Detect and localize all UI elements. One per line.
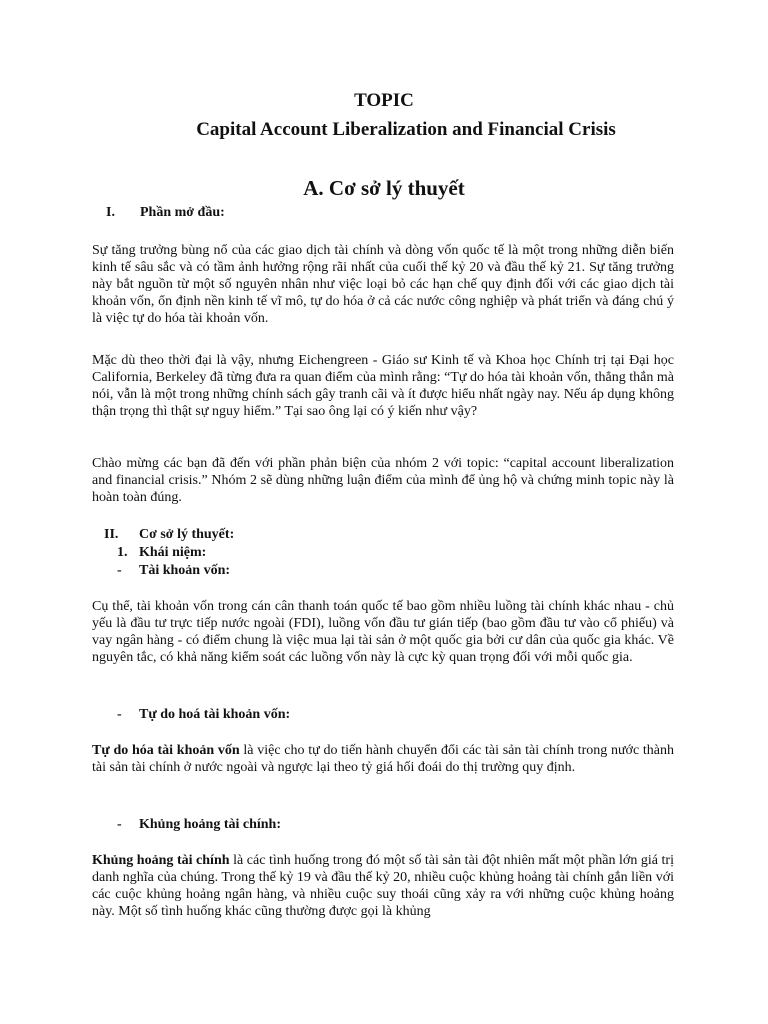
financial-crisis-heading (117, 816, 281, 833)
section-1-heading (106, 204, 225, 221)
concept-number: 1. (117, 545, 128, 560)
topic-label: TOPIC (354, 90, 414, 111)
intro-paragraph-3: Chào mừng các bạn đã đến với phần phản biện của nhóm 2 với topic: “capital account liberalization and financial crisis.” Nhóm 2 sẽ dùng những luận điểm của mình để ủng hộ và chứng minh topic này là hoàn toàn đúng. (92, 456, 674, 505)
bullet-dash: - (117, 817, 122, 832)
capital-account-title: Tài khoản vốn: (139, 563, 231, 578)
capital-account-heading (117, 562, 230, 579)
intro-paragraph-1: Sự tăng trưởng bùng nổ của các giao dịch tài chính và dòng vốn quốc tế là một trong những diễn biến kinh tế sâu sắc và có tầm ảnh hưởng rộng rãi nhất của cuối thế kỷ 20 và đầu thế kỷ 21. Sự tăng trưởng này bắt nguồn từ một số nguyên nhân như việc loại bỏ các hạn chế quy định đối với các giao dịch tài khoản vốn, ổn định nền kinh tế vĩ mô, tự do hóa ở cả các nước công nghiệp và phát triển và đáng chú ý là việc tự do hóa tài khoản vốn. (92, 243, 674, 326)
financial-crisis-definition: là các tình huống trong đó một số tài sản tài đột nhiên mất một phần lớn giá trị danh nghĩa của chúng. Trong thế kỷ 19 và đầu thế kỷ 20, nhiều cuộc khủng hoảng tài chính gắn liền với các cuộc khủng hoảng ngân hàng, và nhiều cuộc suy thoái cũng xảy ra với những cuộc khủng hoảng này. Một số tình huống khác cũng thường được gọi là khủng (92, 853, 674, 919)
intro-paragraph-2: Mặc dù theo thời đại là vậy, nhưng Eichengreen - Giáo sư Kinh tế và Khoa học Chính trị tại Đại học California, Berkeley đã từng đưa ra quan điểm của mình rằng: “Tự do hóa tài khoản vốn, thẳng thắn mà nói, vẫn là một trong những chính sách gây tranh cãi và ít được hiểu nhất ngày nay. Nếu áp dụng không thận trọng thì thật sự nguy hiểm.” Tại sao ông lại có ý kiến như vậy? (92, 353, 674, 419)
section-2-number: II. (104, 527, 119, 542)
financial-crisis-title: Khủng hoảng tài chính: (139, 817, 281, 832)
section-a-heading: A. Cơ sở lý thuyết (303, 176, 465, 200)
section-2-heading (104, 526, 234, 543)
section-1-number: I. (106, 205, 115, 220)
bullet-dash: - (117, 707, 122, 722)
section-2-title: Cơ sở lý thuyết: (139, 527, 235, 542)
liberalization-definition: là việc cho tự do tiến hành chuyển đổi các tài sản tài chính trong nước thành tài sản tài chính ở nước ngoài và ngược lại theo tỷ giá hối đoái do thị trường quy định. (92, 743, 674, 775)
liberalization-heading (117, 706, 290, 723)
financial-crisis-term: Khủng hoảng tài chính (92, 853, 230, 868)
concept-heading (117, 544, 206, 561)
concept-title: Khái niệm: (139, 545, 207, 560)
bullet-dash: - (117, 563, 122, 578)
section-1-title: Phần mở đầu: (140, 205, 225, 220)
liberalization-title: Tự do hoá tài khoản vốn: (139, 707, 291, 722)
financial-crisis-paragraph (92, 852, 674, 920)
document-title: Capital Account Liberalization and Financial Crisis (196, 119, 616, 140)
capital-account-paragraph: Cụ thể, tài khoản vốn trong cán cân thanh toán quốc tế bao gồm nhiều luồng tài chính khác nhau - chủ yếu là đầu tư trực tiếp nước ngoài (FDI), luồng vốn đầu tư gián tiếp (bao gồm đầu tư vào cổ phiếu) và vay ngân hàng - có điểm chung là việc mua lại tài sản ở một quốc gia bởi cư dân của quốc gia khác. Về nguyên tắc, có khả năng kiểm soát các luồng vốn này là cực kỳ quan trọng đối với mỗi quốc gia. (92, 599, 674, 665)
liberalization-term: Tự do hóa tài khoản vốn (92, 743, 240, 758)
liberalization-paragraph (92, 742, 674, 776)
